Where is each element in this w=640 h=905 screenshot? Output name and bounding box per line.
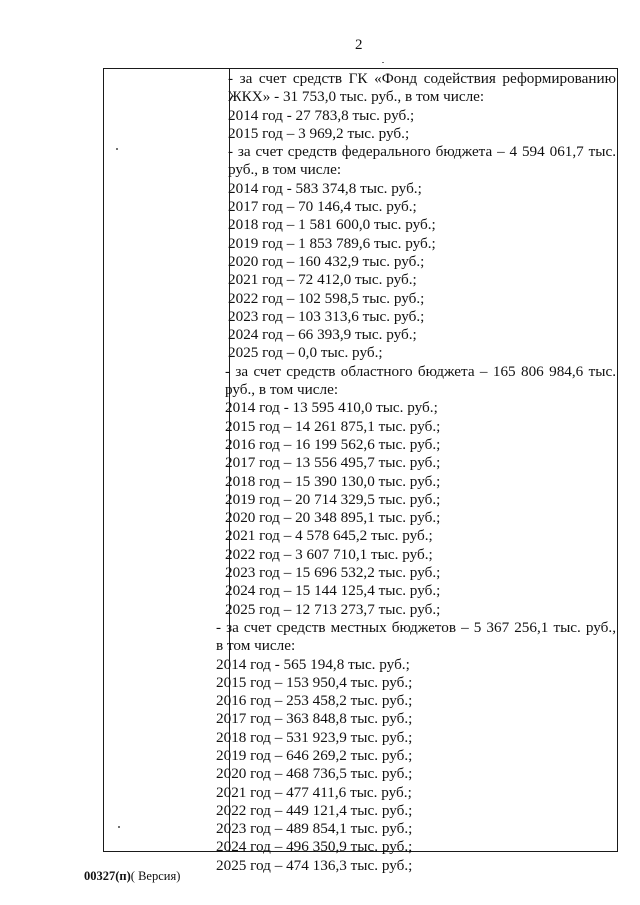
funding-line: 2018 год – 15 390 130,0 тыс. руб.; [225,472,441,490]
funding-line: 2025 год – 474 136,3 тыс. руб.; [216,856,413,874]
funding-line: 2021 год – 4 578 645,2 тыс. руб.; [225,527,433,545]
funding-line: 2023 год – 489 854,1 тыс. руб.; [216,820,413,838]
funding-line: 2014 год - 583 374,8 тыс. руб.; [228,179,422,197]
funding-line: 2015 год – 153 950,4 тыс. руб.; [216,673,413,691]
funding-line: 2019 год – 20 714 329,5 тыс. руб.; [225,490,441,508]
funding-line: 2015 год – 14 261 875,1 тыс. руб.; [225,417,441,435]
funding-line: 2024 год – 496 350,9 тыс. руб.; [216,838,413,856]
funding-line: 2020 год – 160 432,9 тыс. руб.; [228,252,425,270]
funding-line: в том числе: [216,637,296,655]
funding-line: 2021 год – 72 412,0 тыс. руб.; [228,271,417,289]
funding-line: руб., в том числе: [225,381,339,399]
funding-line: - за счет средств федерального бюджета – 4 594 061,7 тыс. [228,143,616,161]
funding-line: 2017 год – 363 848,8 тыс. руб.; [216,710,413,728]
funding-line: 2017 год – 13 556 495,7 тыс. руб.; [225,454,441,472]
funding-line: 2019 год – 1 853 789,6 тыс. руб.; [228,234,436,252]
funding-line: 2019 год – 646 269,2 тыс. руб.; [216,746,413,764]
funding-line: 2016 год – 253 458,2 тыс. руб.; [216,692,413,710]
funding-line: 2017 год – 70 146,4 тыс. руб.; [228,198,417,216]
funding-line: 2022 год – 449 121,4 тыс. руб.; [216,801,413,819]
page-number: 2 [355,37,363,53]
funding-line: 2014 год - 27 783,8 тыс. руб.; [228,106,415,124]
scan-speck [116,148,118,150]
funding-line: 2020 год – 20 348 895,1 тыс. руб.; [225,509,441,527]
scan-speck [118,826,120,828]
funding-line: ЖКХ» - 31 753,0 тыс. руб., в том числе: [228,88,485,106]
funding-line: 2022 год – 3 607 710,1 тыс. руб.; [225,545,433,563]
funding-line: 2025 год – 12 713 273,7 тыс. руб.; [225,600,441,618]
funding-line: 2024 год – 15 144 125,4 тыс. руб.; [225,582,441,600]
funding-line: - за счет средств местных бюджетов – 5 367 256,1 тыс. руб., [216,618,616,636]
funding-line: 2023 год – 103 313,6 тыс. руб.; [228,307,425,325]
funding-line: 2020 год – 468 736,5 тыс. руб.; [216,765,413,783]
funding-line: 2015 год – 3 969,2 тыс. руб.; [228,124,410,142]
scan-speck [382,62,384,63]
document-version: ( Версия) [130,869,181,883]
funding-line: 2022 год – 102 598,5 тыс. руб.; [228,289,425,307]
funding-line: 2018 год – 531 923,9 тыс. руб.; [216,728,413,746]
funding-line: 2021 год – 477 411,6 тыс. руб.; [216,783,412,801]
document-code: 00327(п) [84,869,131,883]
funding-line: - за счет средств областного бюджета – 165 806 984,6 тыс. [225,362,616,380]
funding-line: руб., в том числе: [228,161,342,179]
funding-line: 2025 год – 0,0 тыс. руб.; [228,344,383,362]
funding-line: 2018 год – 1 581 600,0 тыс. руб.; [228,216,436,234]
funding-line: - за счет средств ГК «Фонд содействия реформированию [228,70,616,87]
funding-details-cell [216,70,616,875]
funding-line: 2014 год - 13 595 410,0 тыс. руб.; [225,399,438,417]
funding-line: 2016 год – 16 199 562,6 тыс. руб.; [225,435,441,453]
document-footer [84,869,180,884]
funding-line: 2014 год - 565 194,8 тыс. руб.; [216,655,410,673]
funding-line: 2024 год – 66 393,9 тыс. руб.; [228,326,417,344]
funding-line: 2023 год – 15 696 532,2 тыс. руб.; [225,564,441,582]
